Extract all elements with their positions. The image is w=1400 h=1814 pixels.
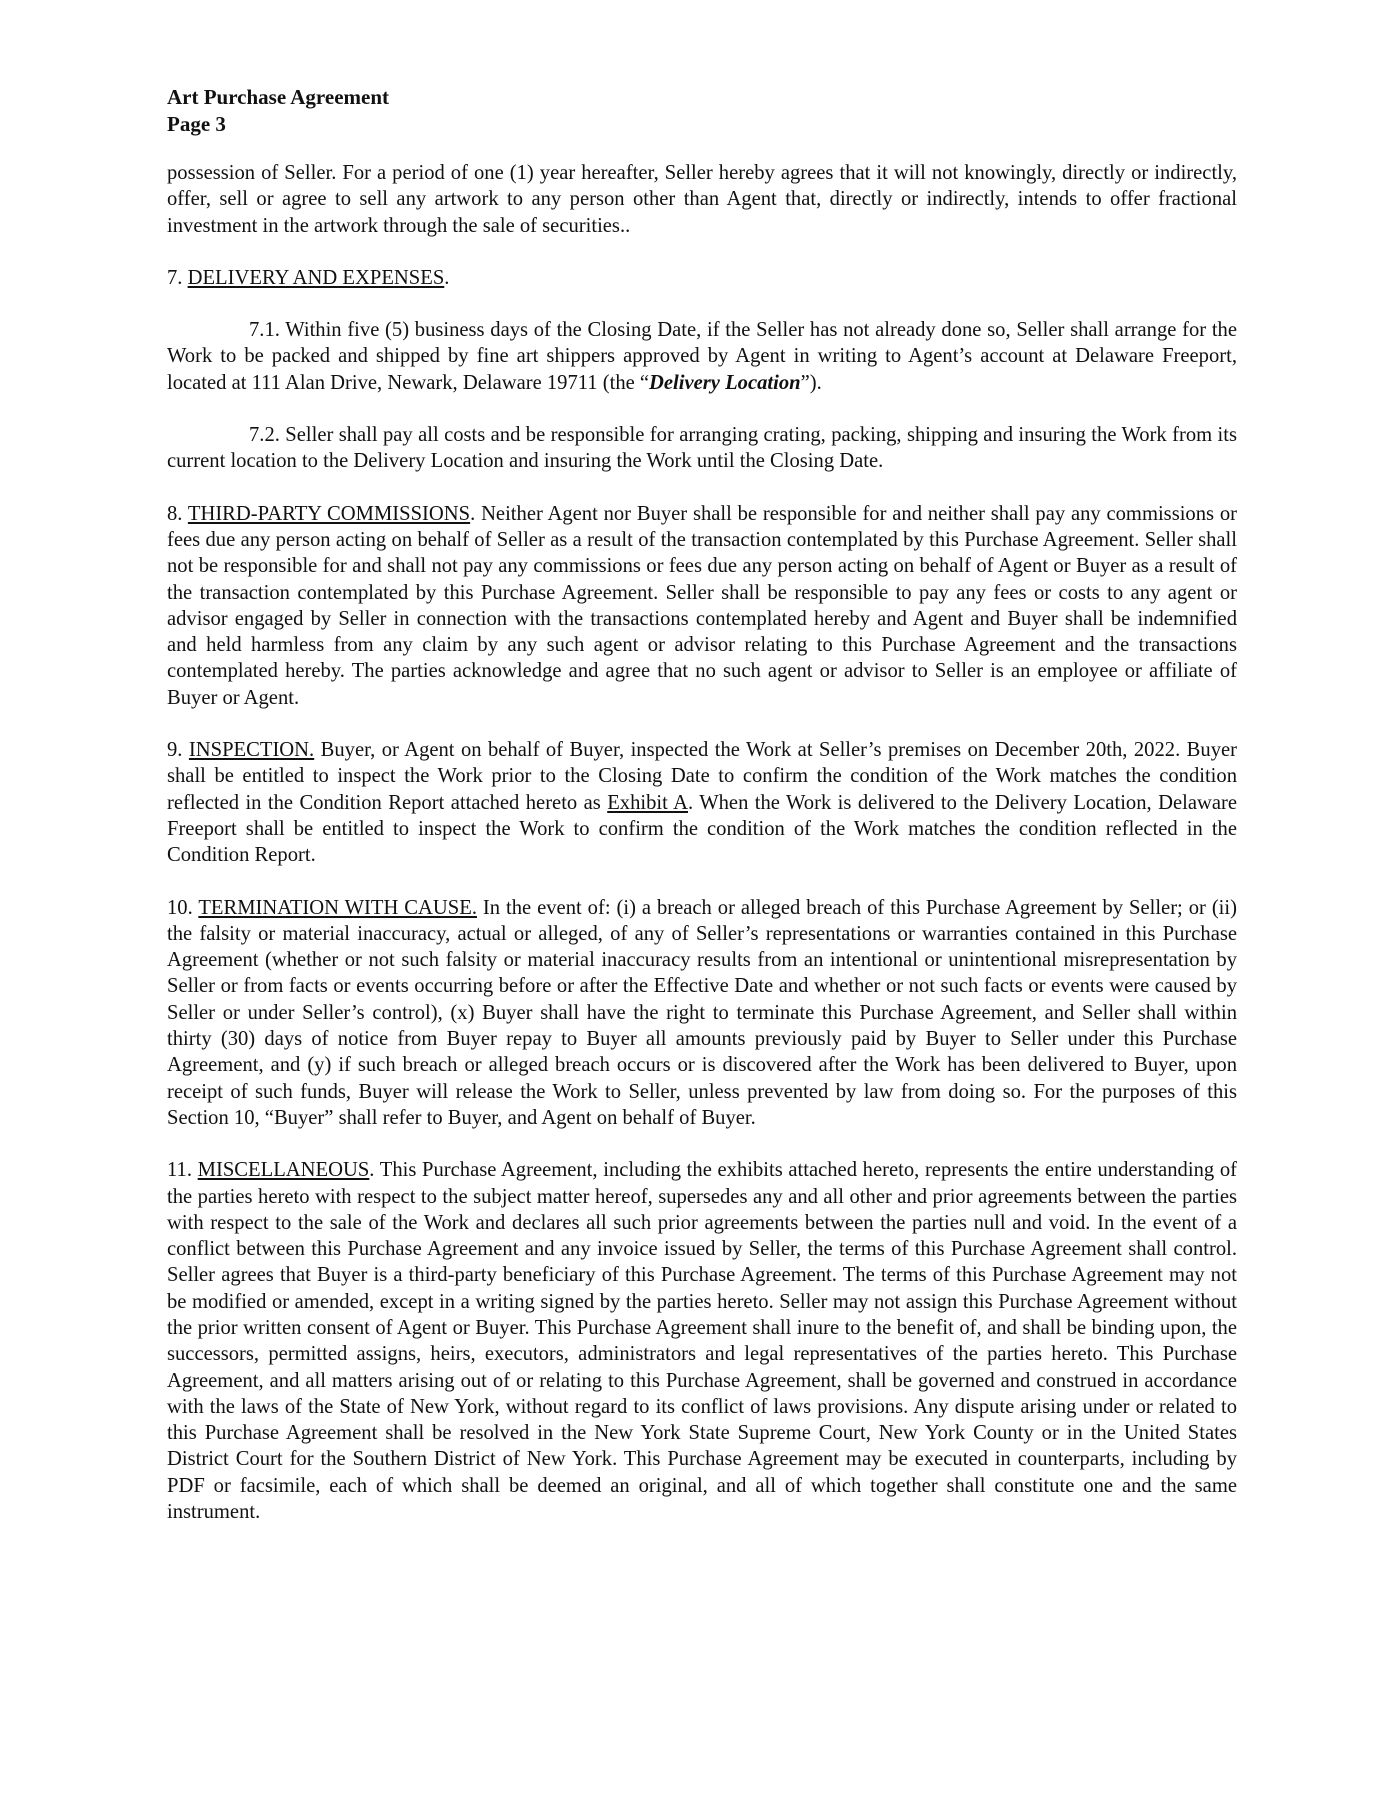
section-number: 10. — [167, 896, 193, 919]
document-title: Art Purchase Agreement — [167, 85, 389, 109]
section-11-paragraph — [167, 1157, 1237, 1525]
clause-text: 7.1. Within five (5) business days of the Closing Date, if the Seller has not already done so, Seller shall arrange for the Work to be packed and shipped by fine art shippers approved by Agent in writing to Agent’s account at Delaware Freeport, located at 111 Alan Drive, Newark, Delaware 19711 (the “ — [167, 319, 1237, 394]
section-number: 9. — [167, 739, 183, 762]
section-9-paragraph — [167, 737, 1237, 868]
section-body: . Neither Agent nor Buyer shall be responsible for and neither shall pay any commissions or fees due any person acting on behalf of Seller as a result of the transaction contemplated by this Purchase Agreement. Seller shall not be responsible for and shall not pay any commissions or fees due any person acting on behalf of Agent or Buyer as a result of the transaction contemplated by this Purchase Agreement. Seller shall be responsible to pay any fees or costs to any agent or advisor engaged by Seller in connection with the transactions contemplated hereby and Agent and Buyer shall be indemnified and held harmless from any claim by any such agent or advisor relating to this Purchase Agreement and the transactions contemplated hereby. The parties acknowledge and agree that no such agent or advisor to Seller is an employee or affiliate of Buyer or Agent. — [167, 502, 1237, 709]
clause-text-end: ”). — [800, 371, 822, 394]
heading-punctuation: . — [444, 266, 450, 289]
section-body-end: . When the Work is delivered to the Delivery Location, Delaware Freeport shall be entitled to inspect the Work to confirm the condition of the Work matches the condition reflected in the Condition Report. — [167, 791, 1237, 867]
section-body: Buyer, or Agent on behalf of Buyer, inspected the Work at Seller’s premises on December 20th, 2022. Buyer shall be entitled to inspect the Work prior to the Closing Date to confirm the condition of the Work matches the condition reflected in the Condition Report attached hereto as — [167, 739, 1237, 814]
document-page — [167, 84, 1237, 1551]
section-body: In the event of: (i) a breach or alleged breach of this Purchase Agreement by Seller; or (ii) the falsity or material inaccuracy, actual or alleged, of any of Seller’s representations or warranties contained in this Purchase Agreement (whether or not such falsity or material inaccuracy results from an intentional or unintentional misrepresentation by Seller or from facts or events occurring before or after the Effective Date and whether or not such facts or events were caused by Seller or under Seller’s control), (x) Buyer shall have the right to terminate this Purchase Agreement, and Seller shall within thirty (30) days of notice from Buyer repay to Buyer all amounts previously paid by Buyer to Seller under this Purchase Agreement, and (y) if such breach or alleged breach occurs or is discovered after the Work has been delivered to Buyer, upon receipt of such funds, Buyer will release the Work to Seller, unless prevented by law from doing so. For the purposes of this Section 10, “Buyer” shall refer to Buyer, and Agent on behalf of Buyer. — [167, 896, 1237, 1129]
continuation-paragraph: possession of Seller. For a period of one (1) year hereafter, Seller hereby agrees that it will not knowingly, directly or indirectly, offer, sell or agree to sell any artwork to any person other than Agent that, directly or indirectly, intends to offer fractional investment in the artwork through the sale of securities.. — [167, 162, 1237, 237]
exhibit-reference: Exhibit A — [607, 791, 688, 814]
section-heading: TERMINATION WITH CAUSE. — [198, 896, 477, 919]
section-number: 8. — [167, 502, 183, 525]
section-heading: INSPECTION. — [188, 739, 315, 762]
section-8-paragraph — [167, 501, 1237, 711]
section-heading: MISCELLANEOUS — [197, 1159, 370, 1182]
defined-term: Delivery Location — [649, 371, 801, 394]
page-number: Page 3 — [167, 112, 226, 136]
section-heading: DELIVERY AND EXPENSES — [187, 266, 445, 289]
section-body: . This Purchase Agreement, including the exhibits attached hereto, represents the entire understanding of the parties hereto with respect to the subject matter hereof, supersedes any and all other and prior agreements between the parties with respect to the sale of the Work and declares all such prior agreements between the parties null and void. In the event of a conflict between this Purchase Agreement and any invoice issued by Seller, the terms of this Purchase Agreement shall control. Seller agrees that Buyer is a third-party beneficiary of this Purchase Agreement. The terms of this Purchase Agreement may not be modified or amended, except in a writing signed by the parties hereto. Seller may not assign this Purchase Agreement without the prior written consent of Agent or Buyer. This Purchase Agreement shall inure to the benefit of, and shall be binding upon, the successors, permitted assigns, heirs, executors, administrators and legal representatives of the parties hereto. This Purchase Agreement, and all matters arising out of or relating to this Purchase Agreement, shall be governed and construed in accordance with the laws of the State of New York, without regard to its conflict of laws provisions. Any dispute arising under or related to this Purchase Agreement shall be resolved in the New York State Supreme Court, New York County or in the United States District Court for the Southern District of New York. This Purchase Agreement may be executed in counterparts, including by PDF or facsimile, each of which shall be deemed an original, and all of which together shall constitute one and the same instrument. — [167, 1159, 1237, 1524]
section-heading: THIRD-PARTY COMMISSIONS — [187, 502, 471, 525]
section-10-paragraph — [167, 895, 1237, 1132]
section-7-1-paragraph — [167, 317, 1237, 396]
section-number: 11. — [167, 1159, 192, 1182]
section-7-2-paragraph: 7.2. Seller shall pay all costs and be responsible for arranging crating, packing, shipping and insuring the Work from its current location to the Delivery Location and insuring the Work until the Closing Date. — [167, 424, 1237, 473]
section-7-heading-paragraph — [167, 265, 1237, 291]
page-header — [167, 84, 1237, 138]
section-number: 7. — [167, 266, 183, 289]
